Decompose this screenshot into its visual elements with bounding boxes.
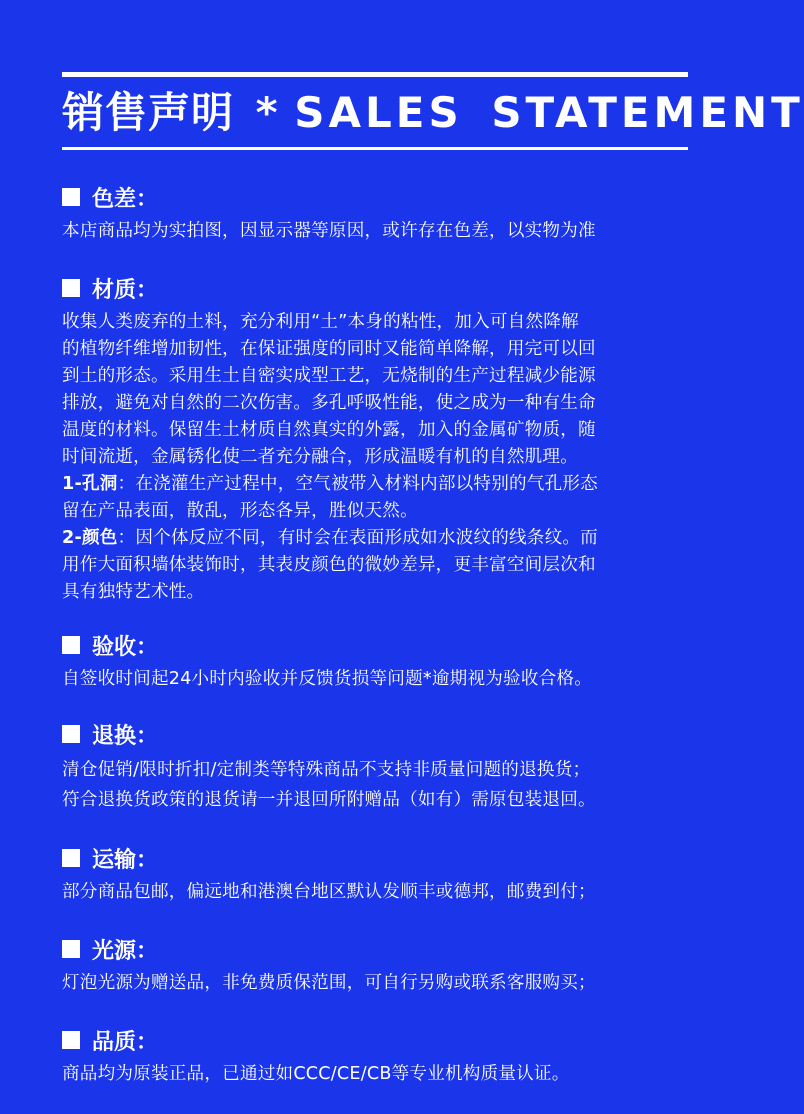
section-acceptance	[62, 628, 692, 693]
section-title: 光源：	[92, 938, 159, 964]
page-title-en: SALES STATEMENT	[294, 88, 804, 137]
section-text-line: 收集人类废弃的土料，充分利用“土”本身的粘性，加入可自然降解	[62, 312, 579, 332]
section-text-line: 自签收时间起24小时内验收并反馈货损等问题*逾期视为验收合格。	[62, 669, 593, 689]
section-text-line: 具有独特艺术性。	[62, 582, 205, 602]
bullet-square-icon	[62, 849, 80, 867]
section-text-line: 的植物纤维增加韧性，在保证强度的同时又能简单降解，用完可以回	[62, 339, 596, 359]
section-text-line: 到土的形态。采用生土自密实成型工艺，无烧制的生产过程减少能源	[62, 366, 596, 386]
section-heading	[62, 628, 692, 662]
section-light-source	[62, 932, 692, 997]
section-shipping	[62, 841, 692, 906]
material-item-pores	[62, 471, 692, 498]
page-title	[62, 84, 804, 142]
header-top-rule	[62, 72, 688, 77]
page-title-separator: *	[255, 88, 279, 137]
section-text-line: 部分商品包邮，偏远地和港澳台地区默认发顺丰或德邦，邮费到付；	[62, 882, 596, 902]
section-text-line: 商品均为原装正品，已通过如CCC/CE/CB等专业机构质量认证。	[62, 1064, 570, 1084]
bullet-square-icon	[62, 279, 80, 297]
section-heading	[62, 841, 692, 875]
section-title: 验收：	[92, 634, 159, 660]
material-item-text: ：在浇灌生产过程中，空气被带入材料内部以特别的气孔形态	[117, 474, 598, 494]
section-heading	[62, 932, 692, 966]
bullet-square-icon	[62, 725, 80, 743]
section-material	[62, 271, 692, 606]
section-color-difference	[62, 180, 692, 245]
section-heading	[62, 717, 692, 751]
bullet-square-icon	[62, 940, 80, 958]
section-text-line: 清仓促销/限时折扣/定制类等特殊商品不支持非质量问题的退换货；	[62, 760, 591, 780]
section-title: 品质：	[92, 1029, 159, 1055]
section-text-line: 排放，避免对自然的二次伤害。多孔呼吸性能，使之成为一种有生命	[62, 393, 596, 413]
section-text-line: 本店商品均为实拍图，因显示器等原因，或许存在色差，以实物为准	[62, 221, 596, 241]
section-returns	[62, 717, 692, 815]
bullet-square-icon	[62, 1031, 80, 1049]
section-quality	[62, 1023, 692, 1088]
section-text-line: 留在产品表面，散乱，形态各异，胜似天然。	[62, 501, 418, 521]
section-heading	[62, 180, 692, 214]
material-item-text: ：因个体反应不同，有时会在表面形成如水波纹的线条纹。而	[117, 528, 598, 548]
section-text-line: 温度的材料。保留生土材质自然真实的外露，加入的金属矿物质，随	[62, 420, 596, 440]
section-text-line: 灯泡光源为赠送品，非免费质保范围，可自行另购或联系客服购买；	[62, 973, 596, 993]
material-item-prefix: 1-孔洞	[62, 474, 118, 494]
section-heading	[62, 1023, 692, 1057]
section-text-line: 符合退换货政策的退货请一并退回所附赠品（如有）需原包装退回。	[62, 790, 596, 810]
section-text-line: 用作大面积墙体装饰时，其表皮颜色的微妙差异，更丰富空间层次和	[62, 555, 596, 575]
page-title-cn: 销售声明	[62, 88, 235, 137]
bullet-square-icon	[62, 188, 80, 206]
section-text-line: 时间流逝，金属锈化使二者充分融合，形成温暖有机的自然肌理。	[62, 447, 579, 467]
material-item-color	[62, 525, 692, 552]
section-title: 材质：	[92, 277, 159, 303]
section-title: 退换：	[92, 723, 159, 749]
section-title: 色差：	[92, 186, 159, 212]
section-heading	[62, 271, 692, 305]
section-title: 运输：	[92, 847, 159, 873]
material-item-prefix: 2-颜色	[62, 528, 118, 548]
statement-content	[62, 180, 692, 1114]
header-bottom-rule	[62, 147, 688, 150]
bullet-square-icon	[62, 636, 80, 654]
